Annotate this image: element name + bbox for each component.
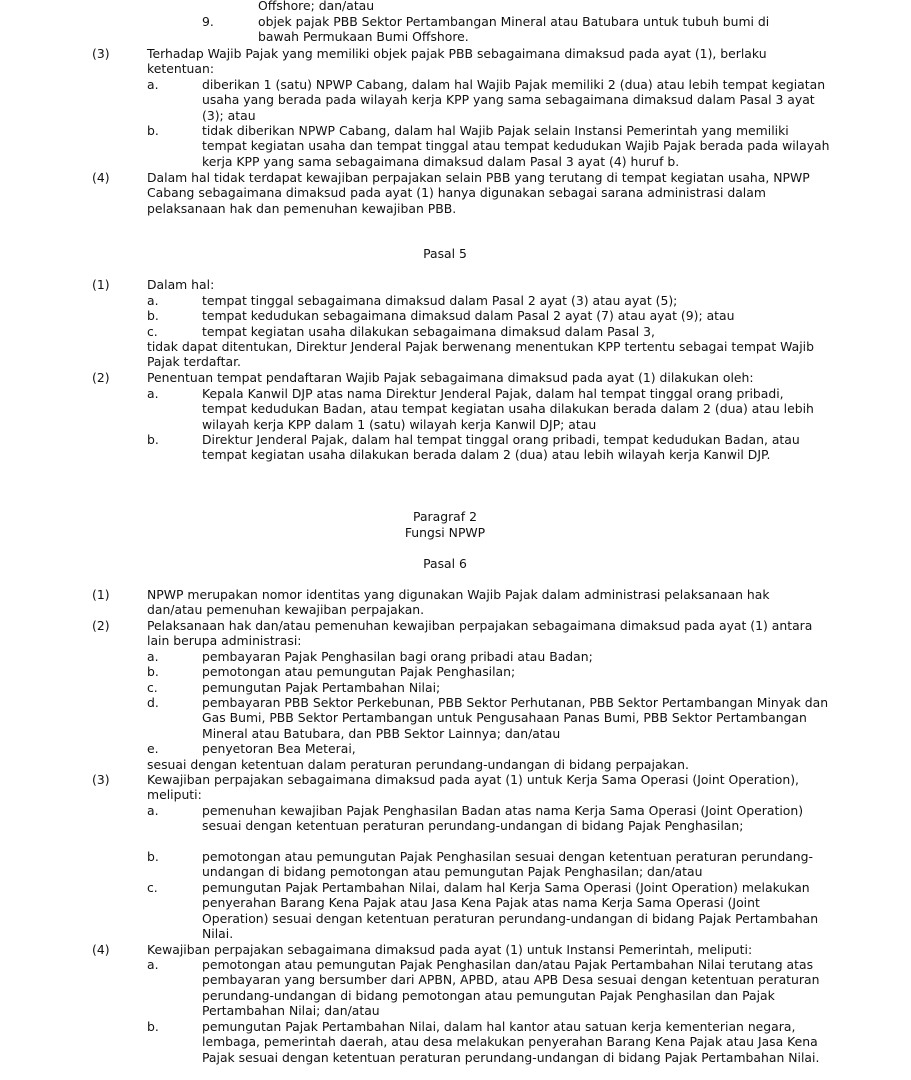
item-text: pembayaran Pajak Penghasilan bagi orang pribadi atau Badan; bbox=[202, 649, 593, 664]
ayat-number: (3) bbox=[92, 46, 110, 61]
item-text: tidak diberikan NPWP Cabang, dalam hal Wajib Pajak selain Instansi Pemerintah yang memiliki tempat kegiatan usaha dan tempat tinggal atau tempat kedudukan Wajib Pajak berada pada wilayah kerja KPP yang sama sebagaimana dimaksud dalam Pasal 3 ayat (4) huruf b. bbox=[202, 123, 830, 169]
pasal-heading: Pasal 6 bbox=[423, 556, 467, 571]
item-text: pemungutan Pajak Pertambahan Nilai, dalam hal Kerja Sama Operasi (Joint Operation) melakukan penyerahan Barang Kena Pajak atau Jasa Kena Pajak atas nama Kerja Sama Operasi (Joint Operation) sesuai dengan ketentuan peraturan perundang-undangan di bidang Pajak Pertambahan Nilai. bbox=[202, 880, 819, 942]
item-text: tempat kegiatan usaha dilakukan sebagaimana dimaksud dalam Pasal 3, bbox=[202, 324, 655, 339]
item-text: pemungutan Pajak Pertambahan Nilai, dalam hal kantor atau satuan kerja kementerian negara, lembaga, pemerintah daerah, atau desa melakukan penyerahan Barang Kena Pajak atau Jasa Kena Pajak sesuai dengan ketentuan peraturan perundang-undangan di bidang Pajak Pertambahan Nilai. bbox=[202, 1019, 820, 1065]
item-number: b. bbox=[147, 432, 159, 447]
ayat-number: (1) bbox=[92, 277, 110, 292]
ayat-text: Penentuan tempat pendaftaran Wajib Pajak sebagaimana dimaksud pada ayat (1) dilakukan oleh: bbox=[147, 370, 754, 385]
ayat-number: (2) bbox=[92, 618, 110, 633]
item-number: a. bbox=[147, 77, 159, 92]
item-text: pemotongan atau pemungutan Pajak Penghasilan sesuai dengan ketentuan peraturan perundang-undangan di bidang pemotongan atau pemungutan Pajak Penghasilan; dan/atau bbox=[202, 849, 813, 880]
item-number: a. bbox=[147, 803, 159, 818]
item-text: diberikan 1 (satu) NPWP Cabang, dalam hal Wajib Pajak memiliki 2 (dua) atau lebih tempat kegiatan usaha yang berada pada wilayah kerja KPP yang sama sebagaimana dimaksud dalam Pasal 3 ayat (3); atau bbox=[202, 77, 826, 123]
item-number: b. bbox=[147, 1019, 159, 1034]
ayat-text: Dalam hal: bbox=[147, 277, 215, 292]
item-text: tempat tinggal sebagaimana dimaksud dalam Pasal 2 ayat (3) atau ayat (5); bbox=[202, 293, 678, 308]
ayat-text: Terhadap Wajib Pajak yang memiliki objek pajak PBB sebagaimana dimaksud pada ayat (1), berlaku ketentuan: bbox=[147, 46, 767, 77]
item-number: a. bbox=[147, 649, 159, 664]
continued-line: Offshore; dan/atau bbox=[258, 0, 375, 13]
item-number: e. bbox=[147, 741, 159, 756]
ayat-text: Pelaksanaan hak dan/atau pemenuhan kewajiban perpajakan sebagaimana dimaksud pada ayat (1) antara lain berupa administrasi: bbox=[147, 618, 813, 649]
item-text: Direktur Jenderal Pajak, dalam hal tempat tinggal orang pribadi, tempat kedudukan Badan, atau tempat kegiatan usaha dilakukan berada dalam 2 (dua) atau lebih wilayah kerja Kanwil DJP. bbox=[202, 432, 800, 463]
ayat-number: (4) bbox=[92, 170, 110, 185]
ayat-text: Dalam hal tidak terdapat kewajiban perpajakan selain PBB yang terutang di tempat kegiatan usaha, NPWP Cabang sebagaimana dimaksud pada ayat (1) hanya digunakan sebagai sarana administrasi dalam pelaksanaan hak dan pemenuhan kewajiban PBB. bbox=[147, 170, 810, 216]
item-number: b. bbox=[147, 664, 159, 679]
item-number: d. bbox=[147, 695, 159, 710]
ayat-tail-text: sesuai dengan ketentuan dalam peraturan perundang-undangan di bidang perpajakan. bbox=[147, 757, 689, 772]
ayat-tail-text: tidak dapat ditentukan, Direktur Jenderal Pajak berwenang menentukan KPP tertentu sebagai tempat Wajib Pajak terdaftar. bbox=[147, 339, 814, 370]
ayat-number: (1) bbox=[92, 587, 110, 602]
ayat-number: (4) bbox=[92, 942, 110, 957]
item-number: a. bbox=[147, 957, 159, 972]
ayat-number: (3) bbox=[92, 772, 110, 787]
item-text: Kepala Kanwil DJP atas nama Direktur Jenderal Pajak, dalam hal tempat tinggal orang pribadi, tempat kedudukan Badan, atau tempat kegiatan usaha dilakukan berada dalam 2 (dua) atau lebih wilayah kerja KPP dalam 1 (satu) wilayah kerja Kanwil DJP; atau bbox=[202, 386, 814, 432]
item-text: objek pajak PBB Sektor Pertambangan Mineral atau Batubara untuk tubuh bumi di bawah Permukaan Bumi Offshore. bbox=[258, 14, 770, 45]
item-text: pemungutan Pajak Pertambahan Nilai; bbox=[202, 680, 441, 695]
paragraf-heading: Paragraf 2 bbox=[413, 509, 477, 524]
item-number: b. bbox=[147, 849, 159, 864]
item-text: pembayaran PBB Sektor Perkebunan, PBB Sektor Perhutanan, PBB Sektor Pertambangan Minyak dan Gas Bumi, PBB Sektor Pertambangan untuk Pengusahaan Panas Bumi, PBB Sektor Pertambangan Mineral atau Batubara, dan PBB Sektor Lainnya; dan/atau bbox=[202, 695, 829, 741]
item-number: c. bbox=[147, 324, 158, 339]
item-text: pemotongan atau pemungutan Pajak Penghasilan dan/atau Pajak Pertambahan Nilai terutang atas pembayaran yang bersumber dari APBN, APBD, atau APB Desa sesuai dengan ketentuan peraturan perundang-undangan di bidang pemotongan atau pemungutan Pajak Penghasilan dan Pajak Pertambahan Nilai; dan/atau bbox=[202, 957, 820, 1019]
item-number: c. bbox=[147, 880, 158, 895]
ayat-number: (2) bbox=[92, 370, 110, 385]
item-number: a. bbox=[147, 386, 159, 401]
ayat-text: NPWP merupakan nomor identitas yang digunakan Wajib Pajak dalam administrasi pelaksanaan hak dan/atau pemenuhan kewajiban perpajakan. bbox=[147, 587, 770, 618]
item-number: a. bbox=[147, 293, 159, 308]
item-text: penyetoran Bea Meterai, bbox=[202, 741, 356, 756]
item-text: pemenuhan kewajiban Pajak Penghasilan Badan atas nama Kerja Sama Operasi (Joint Operation) sesuai dengan ketentuan peraturan perundang-undangan di bidang Pajak Penghasilan; bbox=[202, 803, 804, 834]
item-text: pemotongan atau pemungutan Pajak Penghasilan; bbox=[202, 664, 516, 679]
item-number: b. bbox=[147, 123, 159, 138]
item-number: 9. bbox=[202, 14, 214, 29]
ayat-text: Kewajiban perpajakan sebagaimana dimaksud pada ayat (1) untuk Instansi Pemerintah, meliputi: bbox=[147, 942, 753, 957]
item-number: b. bbox=[147, 308, 159, 323]
item-text: tempat kedudukan sebagaimana dimaksud dalam Pasal 2 ayat (7) atau ayat (9); atau bbox=[202, 308, 735, 323]
pasal-heading: Pasal 5 bbox=[423, 246, 467, 261]
ayat-text: Kewajiban perpajakan sebagaimana dimaksud pada ayat (1) untuk Kerja Sama Operasi (Joint Operation), meliputi: bbox=[147, 772, 799, 803]
item-number: c. bbox=[147, 680, 158, 695]
paragraf-subheading: Fungsi NPWP bbox=[404, 525, 486, 540]
